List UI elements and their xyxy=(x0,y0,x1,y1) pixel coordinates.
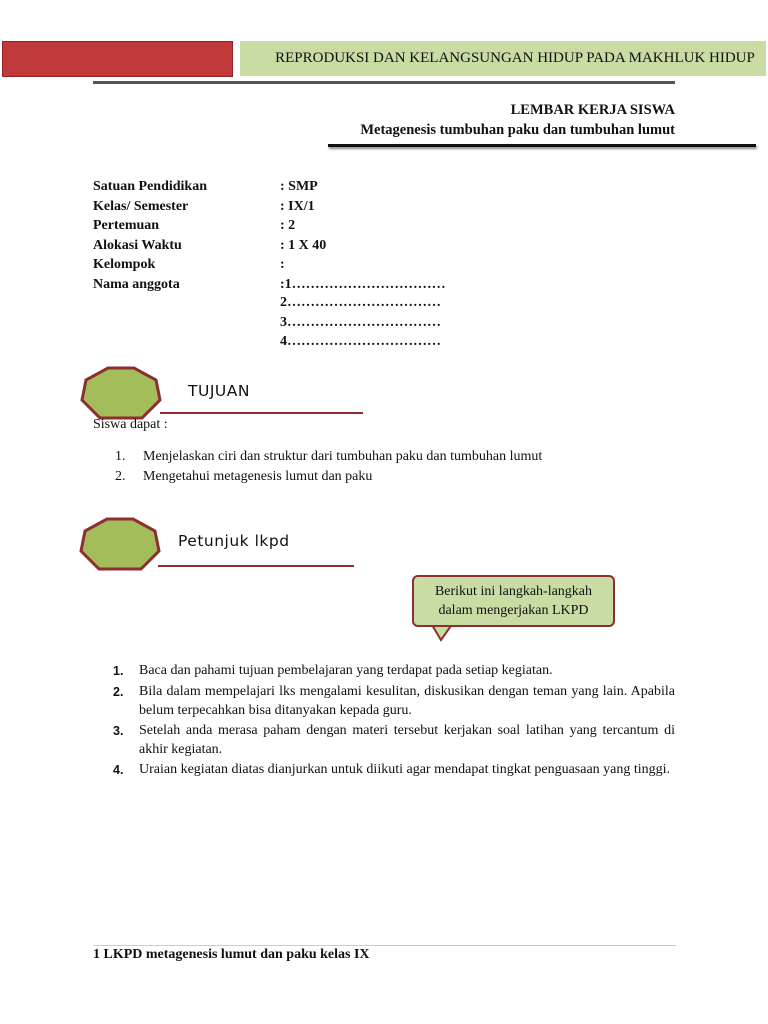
identity-value: : SMP xyxy=(280,179,318,194)
banner-title: REPRODUKSI DAN KELANGSUNGAN HIDUP PADA MAKHLUK HIDUP xyxy=(275,50,755,66)
section-heading-petunjuk: Petunjuk lkpd xyxy=(178,532,290,550)
heptagon-badge-icon xyxy=(79,517,161,571)
steps-list xyxy=(113,661,675,780)
list-item xyxy=(115,447,542,467)
heptagon-badge-icon xyxy=(80,366,162,420)
member-line: 3…………………………… xyxy=(280,314,441,330)
page-footer: 1 LKPD metagenesis lumut dan paku kelas IX xyxy=(93,947,370,962)
title-line-2: Metagenesis tumbuhan paku dan tumbuhan lumut xyxy=(360,122,675,138)
header-red-block xyxy=(2,41,233,77)
identity-value: : xyxy=(280,257,285,272)
title-divider xyxy=(328,144,756,147)
item-text: Menjelaskan ciri dan struktur dari tumbuhan paku dan tumbuhan lumut xyxy=(143,449,543,464)
identity-row xyxy=(93,177,446,197)
identity-label: Alokasi Waktu xyxy=(93,237,182,253)
list-item xyxy=(113,661,675,682)
item-number: 2. xyxy=(115,469,126,484)
header-divider xyxy=(93,81,675,84)
item-number: 1. xyxy=(113,664,124,678)
list-item xyxy=(113,682,675,721)
identity-row xyxy=(93,216,446,236)
callout-line-1: Berikut ini langkah-langkah xyxy=(434,584,593,599)
identity-row xyxy=(93,236,446,256)
item-text: Baca dan pahami tujuan pembelajaran yang terdapat pada setiap kegiatan. xyxy=(139,663,553,678)
identity-label: Kelas/ Semester xyxy=(93,198,189,214)
item-text: Uraian kegiatan diatas dianjurkan untuk diikuti agar mendapat tingkat penguasaan yang tinggi. xyxy=(139,761,671,777)
item-number: 3. xyxy=(113,723,124,738)
item-text: Setelah anda merasa paham dengan materi tersebut kerjakan soal latihan yang tercantum di akhir kegiatan. xyxy=(139,722,675,757)
section-divider xyxy=(158,565,354,567)
header-banner xyxy=(240,41,766,76)
identity-row xyxy=(93,255,446,275)
title-line-1: LEMBAR KERJA SISWA xyxy=(510,102,675,118)
item-text: Mengetahui metagenesis lumut dan paku xyxy=(143,469,373,484)
list-item xyxy=(113,760,675,781)
section-divider xyxy=(160,412,363,414)
worksheet-title xyxy=(360,100,675,140)
member-line: 4…………………………… xyxy=(280,334,441,349)
identity-label: Kelompok xyxy=(93,257,156,272)
identity-label: Pertemuan xyxy=(93,218,160,233)
item-text: Bila dalam mempelajari lks mengalami kesulitan, diskusikan dengan teman yang lain. Apabila belum terpecahkan bisa ditanyakan kepada guru. xyxy=(139,683,675,718)
member-list xyxy=(280,293,441,352)
identity-row xyxy=(93,275,446,295)
item-number: 2. xyxy=(113,684,124,699)
footer-divider xyxy=(93,945,676,946)
list-item xyxy=(115,467,542,487)
callout-bubble xyxy=(412,575,615,627)
identity-value: : IX/1 xyxy=(280,198,315,214)
identity-label: Satuan Pendidikan xyxy=(93,179,207,194)
item-number: 1. xyxy=(115,449,126,464)
objectives-intro: Siswa dapat : xyxy=(93,417,168,432)
identity-label: Nama anggota xyxy=(93,276,180,292)
section-heading-tujuan: TUJUAN xyxy=(188,382,250,400)
identity-value: :1…………………………… xyxy=(280,276,446,292)
identity-row xyxy=(93,197,446,217)
list-item xyxy=(113,721,675,760)
identity-value: : 1 X 40 xyxy=(280,237,327,253)
identity-table xyxy=(93,177,446,294)
identity-value: : 2 xyxy=(280,218,296,233)
item-number: 4. xyxy=(113,762,124,777)
member-line: 2…………………………… xyxy=(280,295,441,310)
objectives-list xyxy=(115,447,542,487)
callout-line-2: dalam mengerjakan LKPD xyxy=(438,603,589,618)
